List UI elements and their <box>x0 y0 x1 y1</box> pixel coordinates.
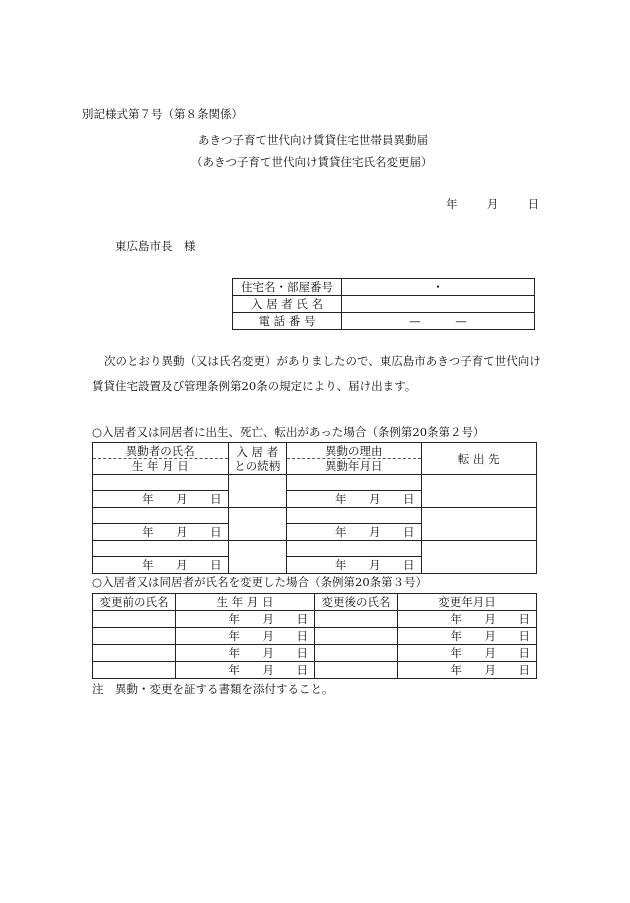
change-date-cell[interactable]: 年 月 日 <box>398 611 537 628</box>
mover-name-cell[interactable] <box>93 508 229 524</box>
table-row <box>93 645 537 662</box>
info-value-phone[interactable]: — — <box>342 313 535 330</box>
relation-cell[interactable] <box>228 508 286 541</box>
header-reason: 異動の理由 <box>287 444 421 459</box>
new-name-cell[interactable] <box>315 611 398 628</box>
old-name-cell[interactable] <box>93 645 176 662</box>
movement-header-row <box>93 443 537 475</box>
attachment-note: 注 異動・変更を証する書類を添付すること。 <box>92 682 334 696</box>
table-row <box>93 611 537 628</box>
header-name-birth <box>93 443 229 475</box>
new-name-cell[interactable] <box>315 628 398 645</box>
relation-cell[interactable] <box>228 475 286 508</box>
form-title: あきつ子育て世代向け賃貸住宅世帯員異動届 <box>198 133 428 147</box>
section1-heading: ○入居者又は同居者に出生、死亡、転出があった場合（条例第20条第２号） <box>92 425 485 439</box>
birth-date-cell[interactable]: 年 月 日 <box>93 491 229 508</box>
destination-cell[interactable] <box>421 475 536 508</box>
birth-date-cell[interactable]: 年 月 日 <box>93 557 229 574</box>
date-line <box>446 196 539 212</box>
old-name-cell[interactable] <box>93 611 176 628</box>
info-row <box>233 313 535 330</box>
old-name-cell[interactable] <box>93 628 176 645</box>
destination-cell[interactable] <box>421 541 536 574</box>
mover-name-cell[interactable] <box>93 475 229 491</box>
change-date-cell[interactable]: 年 月 日 <box>398 662 537 679</box>
table-row <box>93 662 537 679</box>
birth-date-cell[interactable]: 年 月 日 <box>176 628 315 645</box>
change-date-cell[interactable]: 年 月 日 <box>286 491 421 508</box>
header-reason-date <box>286 443 421 475</box>
info-label-phone: 電 話 番 号 <box>233 313 342 330</box>
change-date-cell[interactable]: 年 月 日 <box>398 645 537 662</box>
info-label-resident-name: 入 居 者 氏 名 <box>233 296 342 313</box>
header-old-name: 変更前の氏名 <box>93 594 176 611</box>
header-destination: 転 出 先 <box>421 443 536 475</box>
addressee: 東広島市長 様 <box>115 239 196 253</box>
section2-heading: ○入居者又は同居者が氏名を変更した場合（条例第20条第３号） <box>92 575 428 589</box>
body-text-line-1: 次のとおり異動（又は氏名変更）がありましたので、東広島市あきつ子育て世代向け <box>104 354 541 368</box>
body-text-line-2: 賃貸住宅設置及び管理条例第20条の規定により、届け出ます。 <box>92 379 417 393</box>
table-row <box>93 508 537 524</box>
table-row <box>93 628 537 645</box>
info-value-residence[interactable]: ・ <box>342 279 535 296</box>
form-subtitle: （あきつ子育て世代向け賃貸住宅氏名変更届） <box>191 155 433 169</box>
old-name-cell[interactable] <box>93 662 176 679</box>
change-date-cell[interactable]: 年 月 日 <box>286 557 421 574</box>
table-row <box>93 475 537 491</box>
header-birth-date: 生 年 月 日 <box>176 594 315 611</box>
new-name-cell[interactable] <box>315 645 398 662</box>
reason-cell[interactable] <box>286 508 421 524</box>
reason-cell[interactable] <box>286 541 421 557</box>
birth-date-cell[interactable]: 年 月 日 <box>176 662 315 679</box>
birth-date-cell[interactable]: 年 月 日 <box>93 524 229 541</box>
birth-date-cell[interactable]: 年 月 日 <box>176 645 315 662</box>
info-row <box>233 279 535 296</box>
header-change-date: 異動年月日 <box>324 459 383 473</box>
date-year: 年 <box>446 197 458 211</box>
date-month: 月 <box>486 197 499 211</box>
header-new-name: 変更後の氏名 <box>315 594 398 611</box>
mover-name-cell[interactable] <box>93 541 229 557</box>
movement-table <box>92 442 537 574</box>
relation-cell[interactable] <box>228 541 286 574</box>
table-row <box>93 541 537 557</box>
name-change-table <box>92 593 537 679</box>
header-relation <box>228 443 286 475</box>
header-birth-date: 生 年 月 日 <box>131 459 189 473</box>
header-mover-name: 異動者の氏名 <box>93 444 228 459</box>
destination-cell[interactable] <box>421 508 536 541</box>
info-value-resident-name[interactable] <box>342 296 535 313</box>
info-label-residence: 住宅名・部屋番号 <box>233 279 342 296</box>
applicant-info-table <box>232 278 535 330</box>
form-number: 別記様式第７号（第８条関係） <box>82 107 243 121</box>
name-change-header-row <box>93 594 537 611</box>
header-relation-line1: 入 居 者 <box>236 444 279 459</box>
change-date-cell[interactable]: 年 月 日 <box>286 524 421 541</box>
header-relation-line2: との続柄 <box>234 458 281 473</box>
info-row <box>233 296 535 313</box>
date-day: 日 <box>527 197 540 211</box>
header-change-date: 変更年月日 <box>398 594 537 611</box>
new-name-cell[interactable] <box>315 662 398 679</box>
reason-cell[interactable] <box>286 475 421 491</box>
birth-date-cell[interactable]: 年 月 日 <box>176 611 315 628</box>
change-date-cell[interactable]: 年 月 日 <box>398 628 537 645</box>
